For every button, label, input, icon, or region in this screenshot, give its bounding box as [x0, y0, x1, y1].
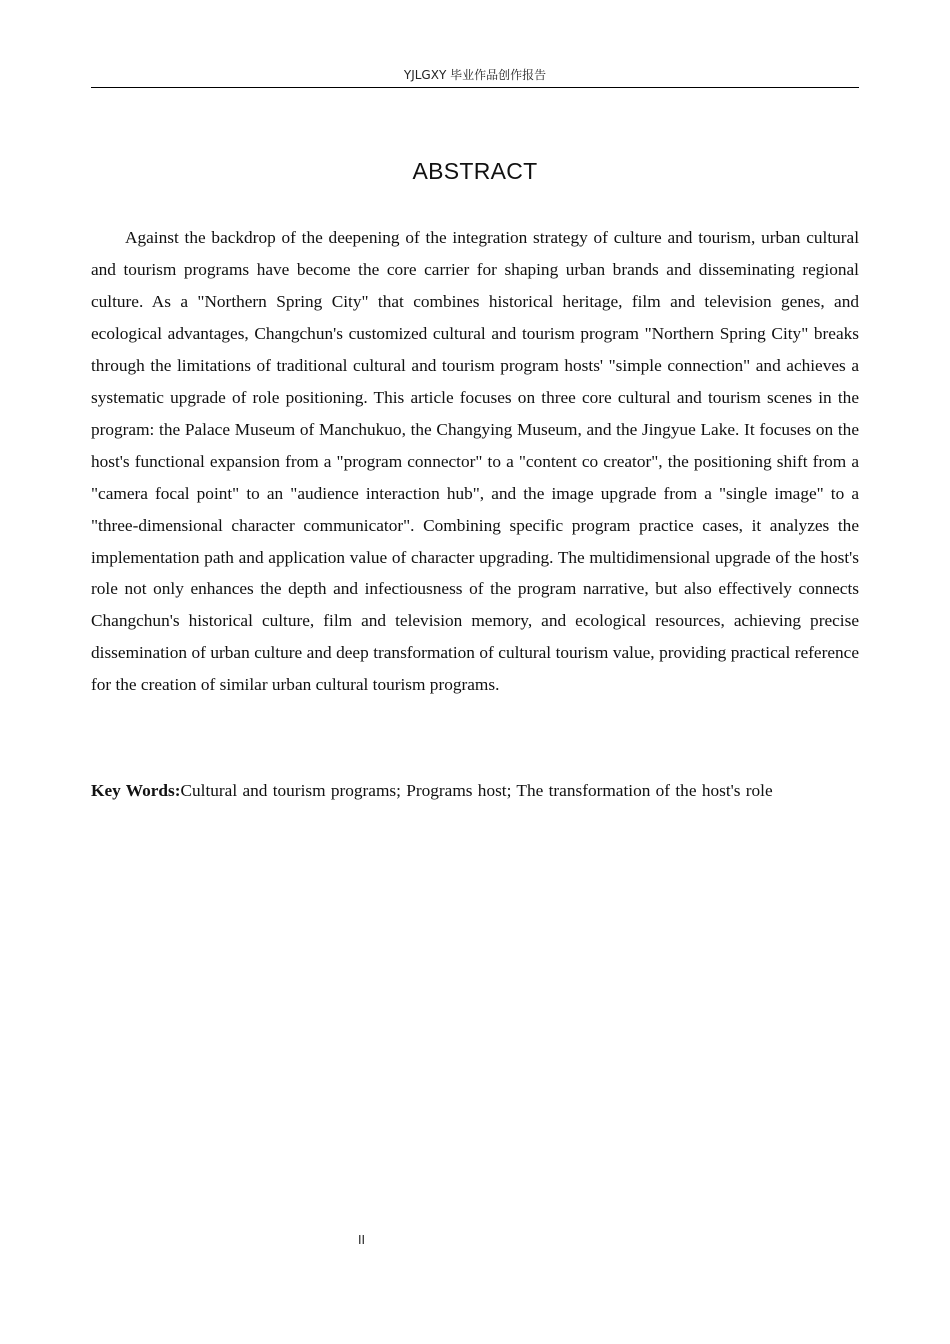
abstract-paragraph: Against the backdrop of the deepening of the integration strategy of culture and tourism, urban cultural and tourism programs have become the core carrier for shaping urban brands and disseminating regional culture. As a "Northern Spring City" that combines historical heritage, film and television genes, and ecological advantages, Changchun's customized cultural and tourism program "Northern Spring City" breaks through the limitations of traditional cultural and tourism program hosts' "simple connection" and achieves a systematic upgrade of role positioning. This article focuses on three core cultural and tourism scenes in the program: the Palace Museum of Manchukuo, the Changying Museum, and the Jingyue Lake. It focuses on the host's functional expansion from a "program connector" to a "content co creator", the positioning shift from a "camera focal point" to an "audience interaction hub", and the image upgrade from a "single image" to a "three-dimensional character communicator". Combining specific program practice cases, it analyzes the implementation path and application value of character upgrading. The multidimensional upgrade of the host's role not only enhances the depth and infectiousness of the program narrative, but also effectively connects Changchun's historical culture, film and television memory, and ecological resources, achieving precise dissemination of urban culture and deep transformation of cultural tourism value, providing practical reference for the creation of similar urban cultural tourism programs. — [91, 228, 859, 695]
page-title: ABSTRACT — [412, 158, 538, 184]
running-header: YJLGXY 毕业作品创作报告 — [403, 68, 547, 82]
keywords-line — [91, 776, 831, 806]
page-number: II — [358, 1233, 366, 1247]
header-divider — [91, 87, 859, 88]
keywords-text: Cultural and tourism programs; Programs host; The transformation of the host's role — [180, 781, 773, 800]
keywords-label: Key Words: — [91, 781, 181, 800]
